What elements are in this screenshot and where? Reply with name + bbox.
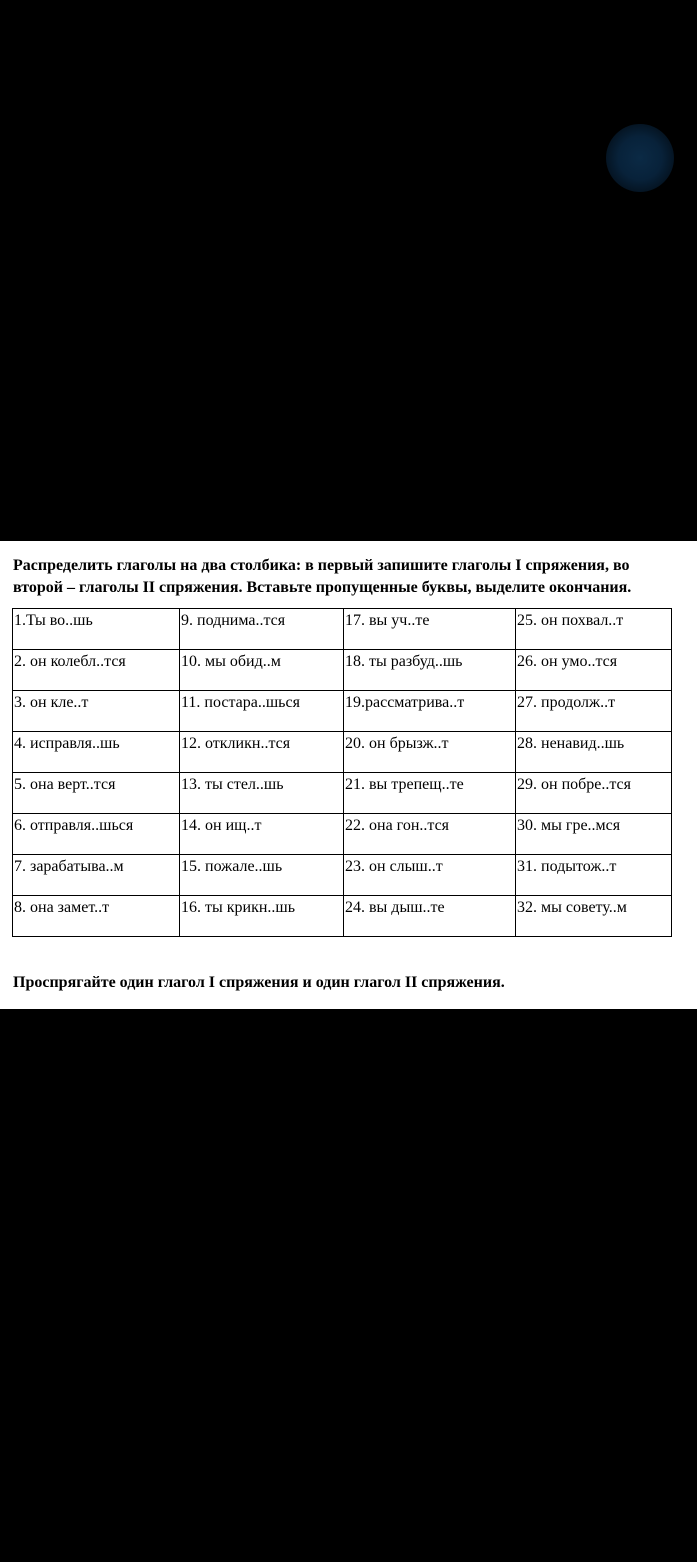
table-cell: 9. поднима..тся	[180, 609, 344, 650]
table-cell: 4. исправля..шь	[13, 732, 180, 773]
table-cell: 30. мы гре..мся	[516, 814, 672, 855]
table-row	[13, 896, 672, 937]
document-sheet	[0, 541, 697, 1009]
table-cell: 21. вы трепещ..те	[344, 773, 516, 814]
table-row	[13, 650, 672, 691]
table-cell: 24. вы дыш..те	[344, 896, 516, 937]
verbs-table	[12, 608, 672, 937]
table-cell: 10. мы обид..м	[180, 650, 344, 691]
task-instructions	[13, 555, 697, 599]
conjugation-task: Проспрягайте один глагол I спряжения и один глагол II спряжения.	[13, 974, 505, 991]
task-line-1: Распределить глаголы на два столбика: в первый запишите глаголы I спряжения, во	[13, 557, 630, 574]
table-cell: 28. ненавид..шь	[516, 732, 672, 773]
table-row	[13, 609, 672, 650]
task-line-2: второй – глаголы II спряжения. Вставьте пропущенные буквы, выделите окончания.	[13, 579, 632, 596]
table-row	[13, 691, 672, 732]
table-cell: 23. он слыш..т	[344, 855, 516, 896]
table-cell: 8. она замет..т	[13, 896, 180, 937]
table-cell: 15. пожале..шь	[180, 855, 344, 896]
table-row	[13, 773, 672, 814]
table-cell: 29. он побре..тся	[516, 773, 672, 814]
verbs-table-body	[13, 609, 672, 937]
table-cell: 7. зарабатыва..м	[13, 855, 180, 896]
table-cell: 25. он похвал..т	[516, 609, 672, 650]
table-cell: 14. он ищ..т	[180, 814, 344, 855]
table-row	[13, 814, 672, 855]
table-cell: 5. она верт..тся	[13, 773, 180, 814]
table-cell: 22. она гон..тся	[344, 814, 516, 855]
table-cell: 26. он умо..тся	[516, 650, 672, 691]
table-cell: 17. вы уч..те	[344, 609, 516, 650]
table-cell: 1.Ты во..шь	[13, 609, 180, 650]
table-cell: 11. постара..шься	[180, 691, 344, 732]
table-cell: 12. откликн..тся	[180, 732, 344, 773]
table-cell: 19.рассматрива..т	[344, 691, 516, 732]
table-cell: 13. ты стел..шь	[180, 773, 344, 814]
table-cell: 32. мы совету..м	[516, 896, 672, 937]
table-cell: 6. отправля..шься	[13, 814, 180, 855]
table-cell: 16. ты крикн..шь	[180, 896, 344, 937]
table-cell: 18. ты разбуд..шь	[344, 650, 516, 691]
camera-glow-spot	[606, 124, 674, 192]
table-cell: 31. подытож..т	[516, 855, 672, 896]
table-row	[13, 732, 672, 773]
table-cell: 2. он колебл..тся	[13, 650, 180, 691]
table-cell: 3. он кле..т	[13, 691, 180, 732]
table-cell: 20. он брызж..т	[344, 732, 516, 773]
table-cell: 27. продолж..т	[516, 691, 672, 732]
table-row	[13, 855, 672, 896]
